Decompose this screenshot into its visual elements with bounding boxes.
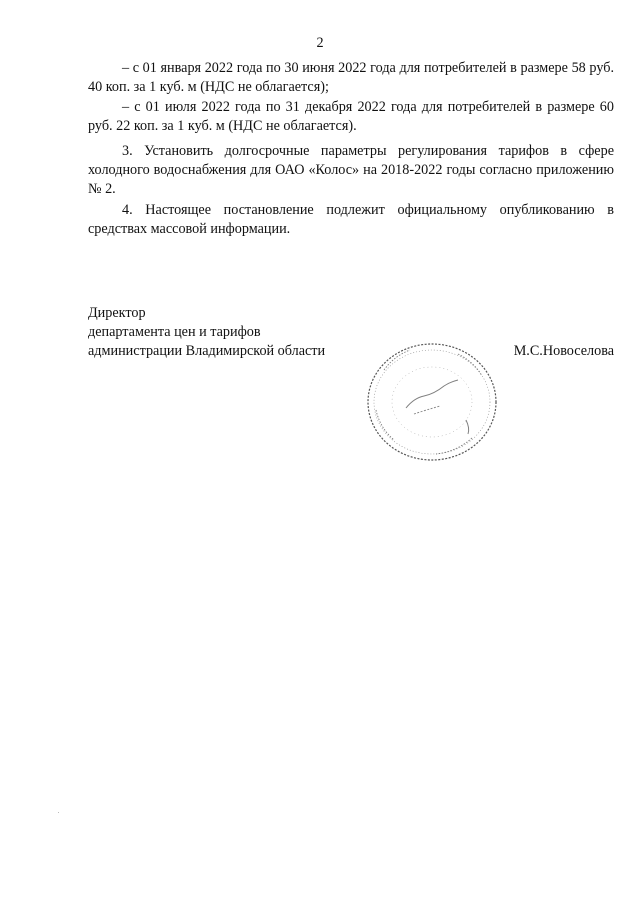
paragraph-item-3: 3. Установить долгосрочные параметры регулирования тарифов в сфере холодного водоснабжения для ОАО «Колос» на 2018-2022 годы согласно приложению № 2. (88, 143, 614, 197)
paragraph-tariff-h2-2022: – с 01 июля 2022 года по 31 декабря 2022 года для потребителей в размере 60 руб. 22 коп. за 1 куб. м (НДС не облагается). (88, 99, 614, 134)
signatory-position (88, 304, 325, 361)
signatory-position-line: администрации Владимирской области (88, 343, 326, 359)
page-number: 2 (316, 35, 324, 51)
paragraph-tariff-h1-2022: – с 01 января 2022 года по 30 июня 2022 года для потребителей в размере 58 руб. 40 коп. за 1 куб. м (НДС не облагается); (88, 60, 614, 95)
signatory-position-line: Директор (88, 305, 146, 321)
signatory-name: М.С.Новоселова (513, 343, 614, 359)
official-seal-stamp (362, 340, 502, 465)
paragraph-item-4: 4. Настоящее постановление подлежит официальному опубликованию в средствах массовой информации. (88, 202, 614, 237)
scan-speck (58, 812, 59, 813)
signatory-position-line: департамента цен и тарифов (88, 324, 261, 340)
